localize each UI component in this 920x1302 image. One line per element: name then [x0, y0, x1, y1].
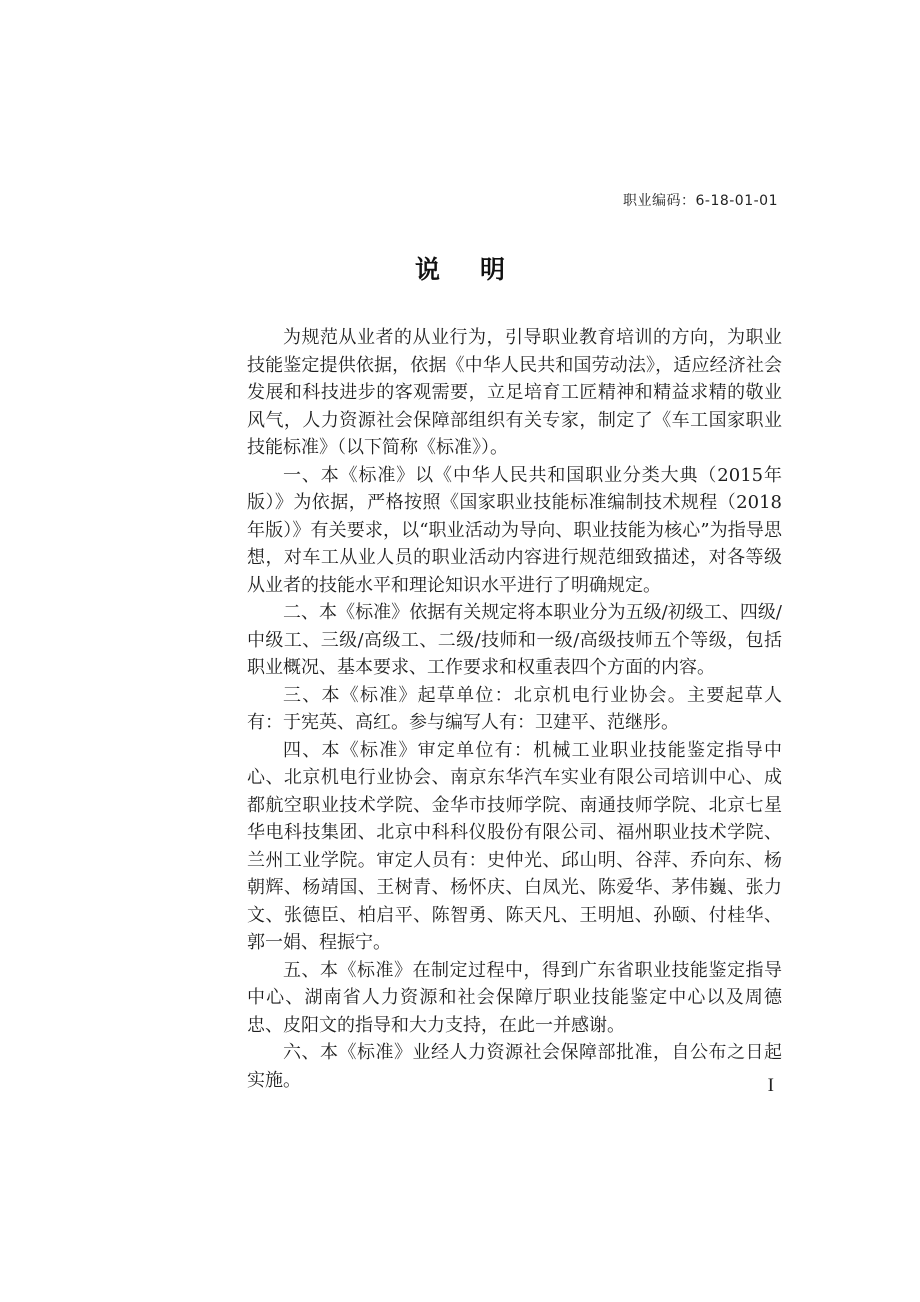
paragraph-intro: 为规范从业者的从业行为，引导职业教育培训的方向，为职业技能鉴定提供依据，依据《中华人民共和国劳动法》，适应经济社会发展和科技进步的客观需要，立足培育工匠精神和精益求精的敬业风气，人力资源社会保障部组织有关专家，制定了《车工国家职业技能标准》（以下简称《标准》）。: [247, 327, 782, 458]
paragraph-1: 一、本《标准》以《中华人民共和国职业分类大典（2015年版）》为依据，严格按照《国家职业技能标准编制技术规程（2018年版）》有关要求，以“职业活动为导向、职业技能为核心”为指导思想，对车工从业人员的职业活动内容进行规范细致描述，对各等级从业者的技能水平和理论知识水平进行了明确规定。: [247, 464, 782, 596]
page-title: 说明: [414, 255, 545, 284]
paragraph-4: 四、本《标准》审定单位有：机械工业职业技能鉴定指导中心、北京机电行业协会、南京东华汽车实业有限公司培训中心、成都航空职业技术学院、金华市技师学院、南通技师学院、北京七星华电科技集团、北京中科科仪股份有限公司、福州职业技术学院、兰州工业学院。审定人员有：史仲光、邱山明、谷萍、乔向东、杨朝辉、杨靖国、王树青、杨怀庆、白凤光、陈爱华、茅伟巍、张力文、张德臣、柏启平、陈智勇、陈天凡、王明旭、孙颐、付桂华、郭一娟、程振宁。: [247, 739, 782, 953]
paragraph-6: 六、本《标准》业经人力资源社会保障部批准，自公布之日起实施。: [247, 1042, 782, 1091]
document-body: [247, 324, 782, 1094]
paragraph-5: 五、本《标准》在制定过程中，得到广东省职业技能鉴定指导中心、湖南省人力资源和社会保障厅职业技能鉴定中心以及周德忠、皮阳文的指导和大力支持，在此一并感谢。: [247, 959, 782, 1036]
paragraph-3: 三、本《标准》起草单位：北京机电行业协会。主要起草人有：于宪英、高红。参与编写人有：卫建平、范继彤。: [247, 684, 782, 733]
page-number: I: [767, 1075, 774, 1096]
paragraph-2: 二、本《标准》依据有关规定将本职业分为五级/初级工、四级/中级工、三级/高级工、二级/技师和一级/高级技师五个等级，包括职业概况、基本要求、工作要求和权重表四个方面的内容。: [247, 602, 782, 678]
occupation-code: 职业编码：6-18-01-01: [622, 193, 778, 209]
